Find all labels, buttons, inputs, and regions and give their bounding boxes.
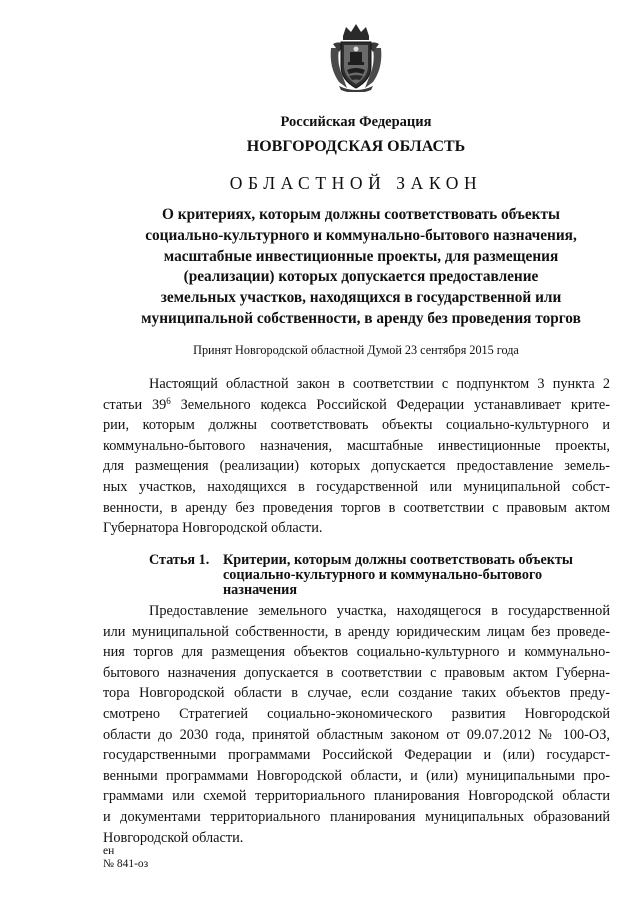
paragraph-text: Земельного кодекса Российской Федерации устанавливает крите-: [170, 396, 610, 413]
paragraph-line: венности, в аренду без проведения торгов в соответствии с правовым актом: [103, 499, 610, 516]
article-title-line: назначения: [223, 582, 297, 599]
paragraph-line: Настоящий областной закон в соответствии с подпунктом 3 пункта 2: [149, 376, 610, 392]
paragraph-line: Предоставление земельного участка, находящегося в государственной: [149, 603, 610, 619]
paragraph-line: рии, которым должны соответствовать объекты социально-культурного и: [103, 417, 610, 434]
region-name: НОВГОРОДСКАЯ ОБЛАСТЬ: [246, 138, 466, 155]
document-number: № 841-оз: [103, 858, 149, 870]
title-line: муниципальной собственности, в аренду без проведения торгов: [141, 309, 581, 327]
article-title-line: Критерии, которым должны соответствовать объекты: [223, 552, 573, 568]
paragraph-line: смотрено Стратегией социально-экономического развития Новгородской: [103, 705, 610, 722]
document-footer: [103, 845, 148, 871]
preamble-paragraph: [103, 374, 610, 539]
superscript: 6: [166, 395, 171, 406]
paragraph-line: ных участков, находящихся в государственной или муниципальной собст-: [103, 478, 610, 495]
paragraph-line: для размещения (реализации) которых допускается предоставление земель-: [103, 458, 610, 475]
paragraph-line: Губернатора Новгородской области.: [103, 520, 323, 537]
coat-of-arms-icon: [327, 22, 385, 92]
article-title-line: социально-культурного и коммунально-бытового: [223, 567, 543, 584]
paragraph-text: статьи 39: [103, 396, 167, 413]
title-line: (реализации) которых допускается предоставление: [183, 268, 539, 286]
paragraph-line: области до 2030 года, принятой областным законом от 09.07.2012 № 100-ОЗ,: [103, 726, 610, 743]
title-line: социально-культурного и коммунально-бытового назначения,: [145, 226, 577, 244]
paragraph-line: тора Новгородской области в случае, если создание таких объектов преду-: [103, 685, 610, 702]
adoption-note: Принят Новгородской областной Думой 23 сентября 2015 года: [193, 343, 519, 357]
paragraph-line: ния торгов для размещения объектов социально-культурного и коммунально-: [103, 644, 610, 661]
paragraph-line: государственными программами Российской Федерации и (или) государст-: [103, 747, 610, 764]
paragraph-line: венными программами Новгородской области, и (или) муниципальными про-: [103, 767, 610, 784]
article-number: Статья 1.: [149, 552, 210, 568]
federation-name: Российская Федерация: [280, 114, 432, 130]
executor-initials: ен: [103, 845, 115, 857]
paragraph-line: коммунально-бытового назначения, масштабные инвестиционные проекты,: [103, 437, 610, 454]
paragraph-line: и документами территориального планирования муниципальных образований: [103, 808, 610, 825]
paragraph-line: бытового назначения допускается в соответствии с правовым актом Губерна-: [103, 664, 610, 681]
title-line: масштабные инвестиционные проекты, для размещения: [163, 247, 559, 265]
paragraph-line: Новгородской области.: [103, 829, 244, 846]
title-line: земельных участков, находящихся в государственной или: [160, 289, 562, 307]
article-paragraph: [103, 601, 610, 848]
paragraph-line: граммами или схемой территориального планирования Новгородской области: [103, 788, 610, 805]
document-type: ОБЛАСТНОЙ ЗАКОН: [229, 173, 483, 193]
paragraph-line: или муниципальной собственности, в аренду юридическим лицам без проведе-: [103, 623, 610, 640]
paragraph-line: [103, 395, 610, 416]
title-line: О критериях, которым должны соответствовать объекты: [162, 206, 560, 223]
law-title: [112, 205, 610, 330]
article-title: [223, 553, 613, 599]
